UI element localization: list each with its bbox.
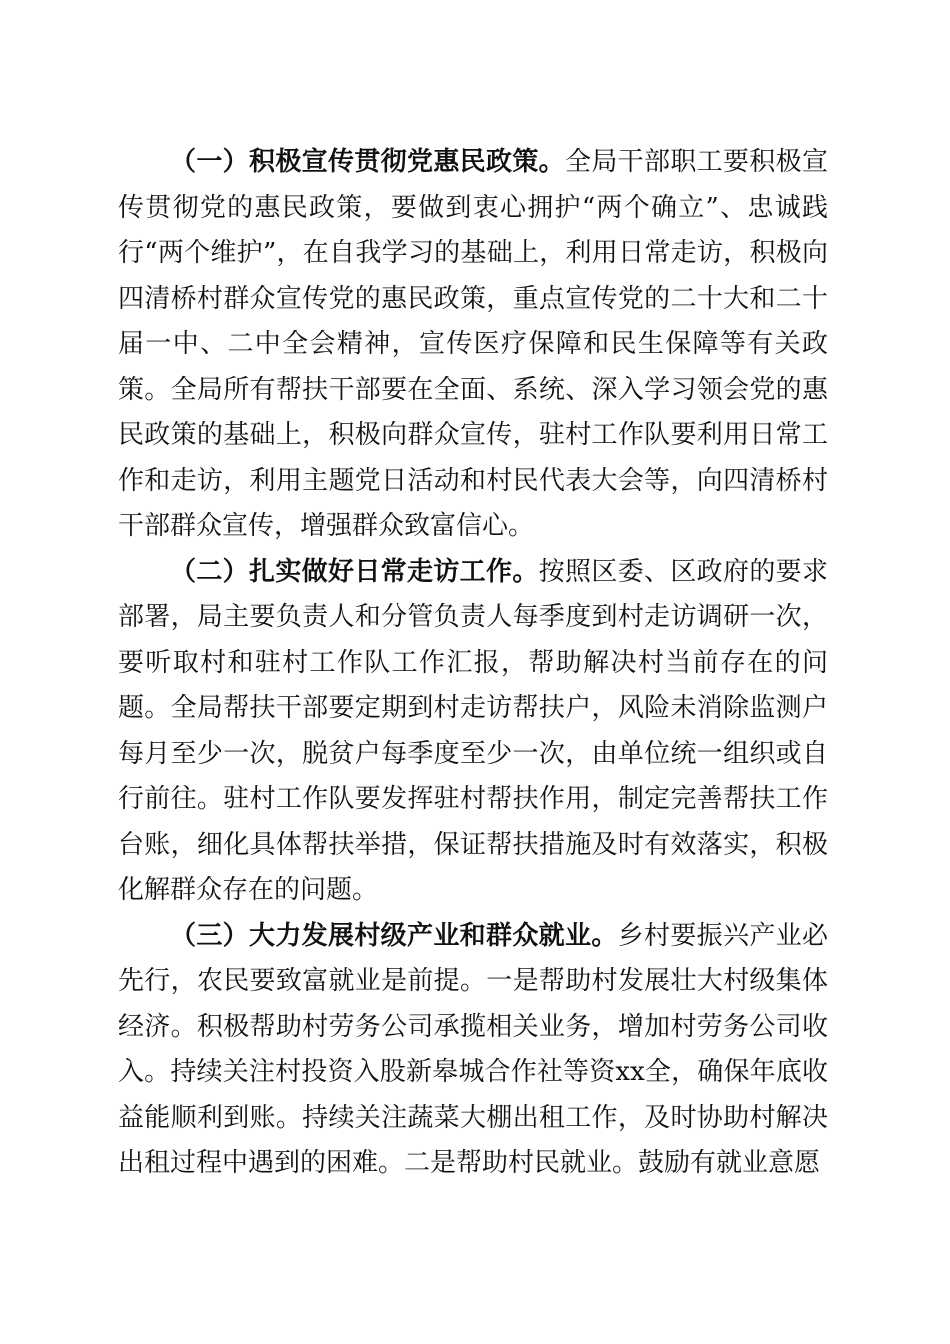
paragraph-3-heading: （三）大力发展村级产业和群众就业。 [170, 920, 618, 951]
paragraph-1-heading: （一）积极宣传贯彻党惠民政策。 [170, 147, 565, 177]
paragraph-3-text: 乡村要振兴产业必先行，农民要致富就业是前提。一是帮助村发展壮大村级集体经济。积极帮助村劳务公司承揽相关业务，增加村劳务公司收入。持续关注村投资入股新皋城合作社等资xx全，确保年底收益能顺利到账。持续关注蔬菜大棚出租工作，及时协助村解决出租过程中遇到的困难。二是帮助村民就业。鼓励有就业意愿 [118, 920, 828, 1178]
paragraph-1-text: 全局干部职工要积极宣传贯彻党的惠民政策，要做到衷心拥护“两个确立”、忠诚践行“两个维护”，在自我学习的基础上，利用日常走访，积极向四清桥村群众宣传党的惠民政策，重点宣传党的二十大和二十届一中、二中全会精神，宣传医疗保障和民生保障等有关政策。全局所有帮扶干部要在全面、系统、深入学习领会党的惠民政策的基础上，积极向群众宣传，驻村工作队要利用日常工作和走访，利用主题党日活动和村民代表大会等，向四清桥村干部群众宣传，增强群众致富信心。 [118, 147, 828, 541]
paragraph-2 [118, 550, 828, 914]
paragraph-3 [118, 914, 828, 1187]
document-body [118, 140, 828, 1187]
paragraph-2-text: 按照区委、区政府的要求部署，局主要负责人和分管负责人每季度到村走访调研一次，要听取村和驻村工作队工作汇报，帮助解决村当前存在的问题。全局帮扶干部要定期到村走访帮扶户，风险未消除监测户每月至少一次，脱贫户每季度至少一次，由单位统一组织或自行前往。驻村工作队要发挥驻村帮扶作用，制定完善帮扶工作台账，细化具体帮扶举措，保证帮扶措施及时有效落实，积极化解群众存在的问题。 [118, 556, 828, 905]
paragraph-2-heading: （二）扎实做好日常走访工作。 [170, 556, 539, 587]
paragraph-1 [118, 140, 828, 550]
